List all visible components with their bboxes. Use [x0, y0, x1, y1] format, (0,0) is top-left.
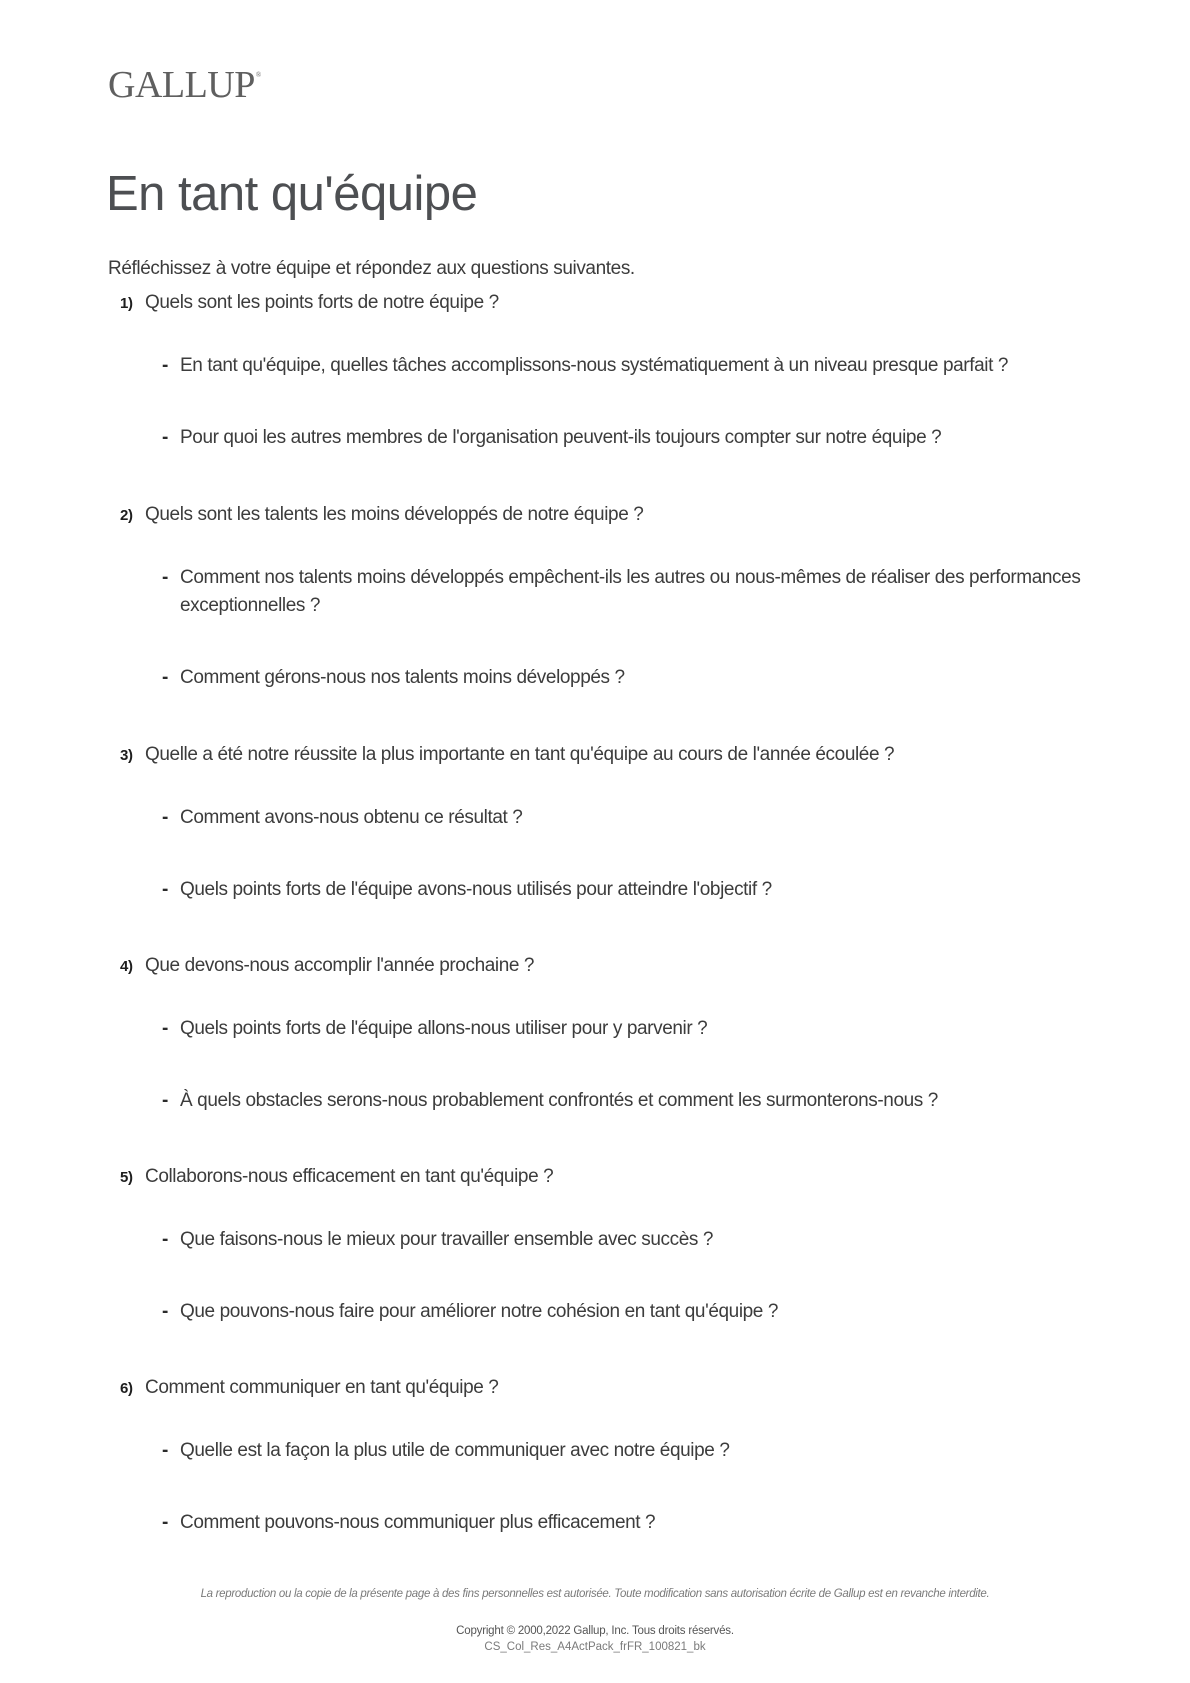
bullet-dash: -	[162, 667, 168, 688]
intro-text: Réfléchissez à votre équipe et répondez aux questions suivantes.	[108, 258, 635, 279]
sub-question-text: Quelle est la façon la plus utile de communiquer avec notre équipe ?	[180, 1440, 730, 1461]
sub-question-text: En tant qu'équipe, quelles tâches accomplissons-nous systématiquement à un niveau presque parfait ?	[180, 355, 1008, 376]
sub-question-text: Comment avons-nous obtenu ce résultat ?	[180, 807, 523, 828]
bullet-dash: -	[162, 1301, 168, 1322]
sub-question	[162, 876, 1082, 904]
question-text: Quels sont les points forts de notre équipe ?	[145, 292, 499, 313]
question-6	[120, 1377, 498, 1399]
sub-question	[162, 352, 1082, 380]
bullet-dash: -	[162, 427, 168, 448]
document-id: CS_Col_Res_A4ActPack_frFR_100821_bk	[484, 1641, 706, 1653]
sub-question	[162, 1087, 1082, 1115]
question-1	[120, 292, 499, 314]
sub-question-text: Quels points forts de l'équipe avons-nous utilisés pour atteindre l'objectif ?	[180, 879, 772, 900]
sub-question	[162, 664, 1082, 692]
sub-question	[162, 424, 1082, 452]
bullet-dash: -	[162, 1090, 168, 1111]
question-number: 2)	[120, 507, 133, 524]
sub-question-text: Que pouvons-nous faire pour améliorer notre cohésion en tant qu'équipe ?	[180, 1301, 779, 1322]
sub-question	[162, 1298, 1082, 1326]
question-number: 6)	[120, 1380, 133, 1397]
bullet-dash: -	[162, 879, 168, 900]
sub-question-text: Comment pouvons-nous communiquer plus efficacement ?	[180, 1512, 656, 1533]
sub-question	[162, 564, 1082, 620]
registered-mark: ®	[255, 71, 261, 79]
reproduction-notice: La reproduction ou la copie de la présente page à des fins personnelles est autorisée. Toute modification sans autorisation écrite de Gallup est en revanche interdite.	[200, 1588, 990, 1600]
sub-question	[162, 1437, 1082, 1465]
question-number: 5)	[120, 1169, 133, 1186]
gallup-logo	[108, 66, 261, 104]
sub-question	[162, 804, 1082, 832]
question-number: 1)	[120, 295, 133, 312]
question-text: Comment communiquer en tant qu'équipe ?	[145, 1377, 499, 1398]
question-5	[120, 1166, 553, 1188]
sub-question	[162, 1509, 1082, 1537]
copyright-notice: Copyright © 2000,2022 Gallup, Inc. Tous droits réservés.	[456, 1625, 734, 1637]
question-number: 3)	[120, 747, 133, 764]
bullet-dash: -	[162, 1440, 168, 1461]
sub-question	[162, 1015, 1082, 1043]
bullet-dash: -	[162, 1229, 168, 1250]
bullet-dash: -	[162, 567, 168, 588]
page-title: En tant qu'équipe	[106, 167, 478, 221]
bullet-dash: -	[162, 807, 168, 828]
question-text: Collaborons-nous efficacement en tant qu'équipe ?	[145, 1166, 554, 1187]
question-text: Quelle a été notre réussite la plus importante en tant qu'équipe au cours de l'année écoulée ?	[145, 744, 895, 765]
logo-text: GALLUP	[108, 64, 255, 106]
bullet-dash: -	[162, 355, 168, 376]
sub-question-text: Comment nos talents moins développés empêchent-ils les autres ou nous-mêmes de réaliser des performances exceptionnelles ?	[180, 567, 1081, 616]
question-3	[120, 744, 894, 766]
sub-question-text: Pour quoi les autres membres de l'organisation peuvent-ils toujours compter sur notre équipe ?	[180, 427, 942, 448]
question-text: Que devons-nous accomplir l'année prochaine ?	[145, 955, 535, 976]
sub-question-text: À quels obstacles serons-nous probablement confrontés et comment les surmonterons-nous ?	[180, 1090, 938, 1111]
bullet-dash: -	[162, 1512, 168, 1533]
question-text: Quels sont les talents les moins développés de notre équipe ?	[145, 504, 644, 525]
question-2	[120, 504, 643, 526]
sub-question-text: Quels points forts de l'équipe allons-nous utiliser pour y parvenir ?	[180, 1018, 708, 1039]
sub-question-text: Comment gérons-nous nos talents moins développés ?	[180, 667, 625, 688]
bullet-dash: -	[162, 1018, 168, 1039]
sub-question-text: Que faisons-nous le mieux pour travailler ensemble avec succès ?	[180, 1229, 714, 1250]
question-4	[120, 955, 534, 977]
sub-question	[162, 1226, 1082, 1254]
question-number: 4)	[120, 958, 133, 975]
